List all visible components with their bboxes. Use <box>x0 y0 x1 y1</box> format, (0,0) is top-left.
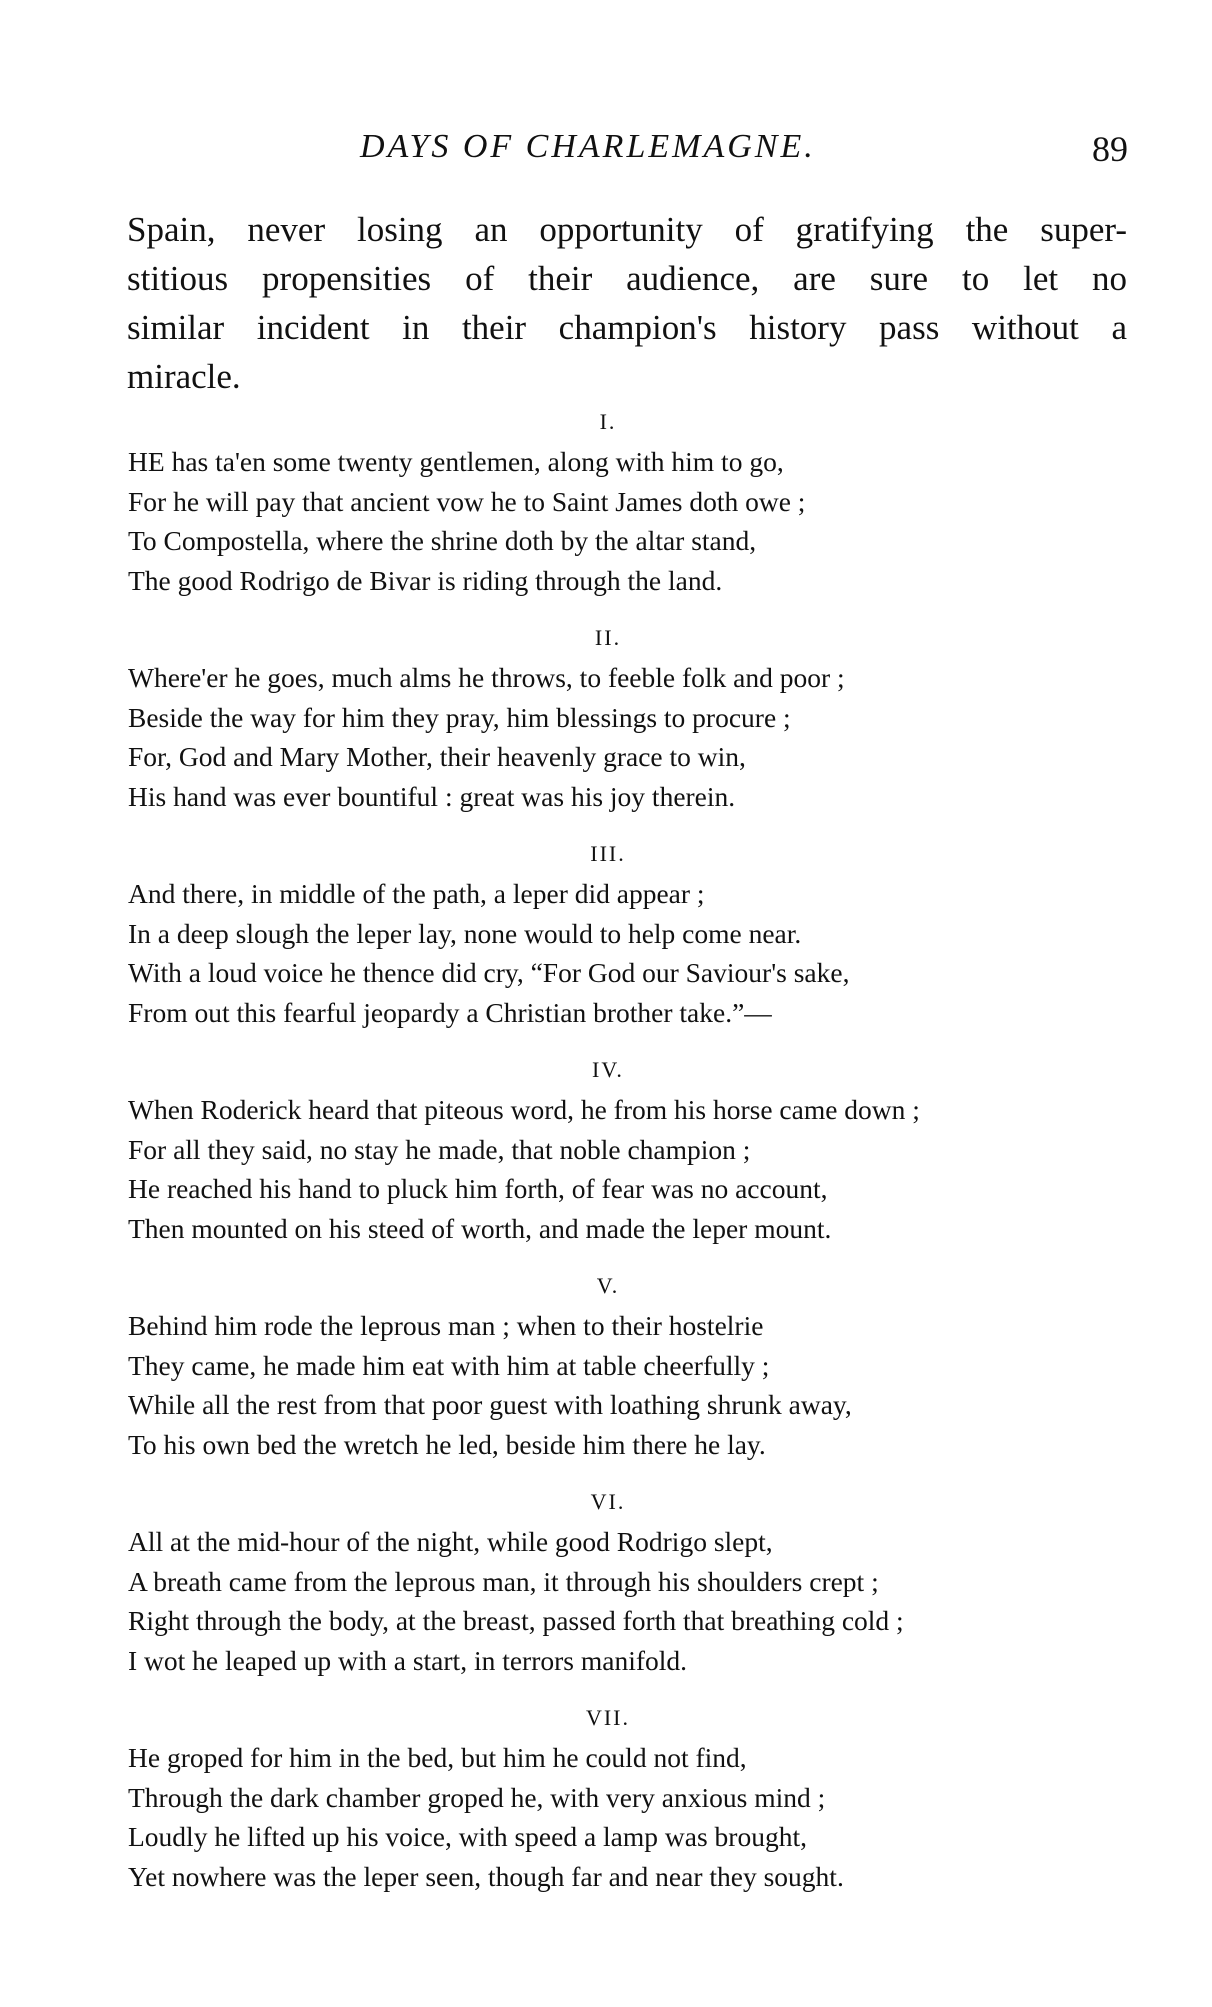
verse-line: To his own bed the wretch he led, beside him there he lay. <box>128 1428 766 1460</box>
stanza-number: VI. <box>590 1489 626 1514</box>
verse-line: His hand was ever bountiful : great was his joy therein. <box>128 780 736 812</box>
stanza-number: III. <box>590 841 626 866</box>
verse-line: A breath came from the leprous man, it through his shoulders crept ; <box>128 1565 879 1597</box>
stanza-number: II. <box>594 625 622 650</box>
verse-line: They came, he made him eat with him at table cheerfully ; <box>128 1349 770 1381</box>
intro-line: Spain, never losing an opportunity of gratifying the super- <box>127 210 1127 249</box>
verse-line: Beside the way for him they pray, him blessings to procure ; <box>128 701 791 733</box>
verse-line: Then mounted on his steed of worth, and made the leper mount. <box>128 1212 832 1244</box>
verse-line: Right through the body, at the breast, passed forth that breathing cold ; <box>128 1605 904 1636</box>
verse-line: Yet nowhere was the leper seen, though far and near they sought. <box>128 1860 844 1892</box>
stanza-1 <box>128 402 1148 600</box>
stanza-5 <box>128 1266 1148 1464</box>
stanza-4 <box>128 1050 1148 1248</box>
intro-line: similar incident in their champion's history pass without a <box>127 308 1127 347</box>
running-title: DAYS OF CHARLEMAGNE. <box>360 128 816 165</box>
verse-line: For all they said, no stay he made, that noble champion ; <box>128 1133 751 1165</box>
verse-line-text: has ta'en some twenty gentlemen, along with him to go, <box>164 446 784 477</box>
verse-line: He groped for him in the bed, but him he could not find, <box>128 1742 747 1773</box>
verse-line: The good Rodrigo de Bivar is riding through the land. <box>128 564 723 596</box>
page-number: 89 <box>1092 129 1128 169</box>
verse-line: To Compostella, where the shrine doth by the altar stand, <box>128 525 757 556</box>
intro-line: miracle. <box>127 357 241 396</box>
verse-line: All at the mid-hour of the night, while good Rodrigo slept, <box>128 1526 773 1557</box>
stanza-2 <box>128 618 1148 816</box>
drop-initial: H <box>128 446 148 477</box>
verse-line <box>128 442 1148 482</box>
verse-line: When Roderick heard that piteous word, he from his horse came down ; <box>128 1094 920 1125</box>
stanza-number: V. <box>596 1273 620 1298</box>
verse-line: Behind him rode the leprous man ; when to their hostelrie <box>128 1310 764 1341</box>
stanza-number: I. <box>599 409 617 434</box>
verse-line: While all the rest from that poor guest with loathing shrunk away, <box>128 1389 852 1420</box>
intro-paragraph <box>127 205 1127 401</box>
verse-line: From out this fearful jeopardy a Christian brother take.”— <box>128 996 772 1028</box>
verse-line: Where'er he goes, much alms he throws, to feeble folk and poor ; <box>128 662 845 693</box>
intro-line: stitious propensities of their audience, are sure to let no <box>127 259 1127 298</box>
verse-line: For he will pay that ancient vow he to Saint James doth owe ; <box>128 485 806 517</box>
verse-line: He reached his hand to pluck him forth, of fear was no account, <box>128 1173 828 1204</box>
verse-line: For, God and Mary Mother, their heavenly grace to win, <box>128 741 746 772</box>
stanza-7 <box>128 1698 1148 1896</box>
stanza-number: IV. <box>592 1057 624 1082</box>
stanza-number: VII. <box>585 1705 631 1730</box>
stanza-6 <box>128 1482 1148 1680</box>
stanza-3 <box>128 834 1148 1032</box>
verse-line: I wot he leaped up with a start, in terrors manifold. <box>128 1644 688 1676</box>
verse-line: In a deep slough the leper lay, none would to help come near. <box>128 917 802 949</box>
verse-line: With a loud voice he thence did cry, “For God our Saviour's sake, <box>128 957 850 988</box>
page-header <box>130 128 1140 178</box>
verse-line: Loudly he lifted up his voice, with speed a lamp was brought, <box>128 1821 807 1852</box>
verse-line: And there, in middle of the path, a leper did appear ; <box>128 878 705 909</box>
verse-line: Through the dark chamber groped he, with very anxious mind ; <box>128 1781 826 1813</box>
small-caps-rest: E <box>147 446 165 477</box>
